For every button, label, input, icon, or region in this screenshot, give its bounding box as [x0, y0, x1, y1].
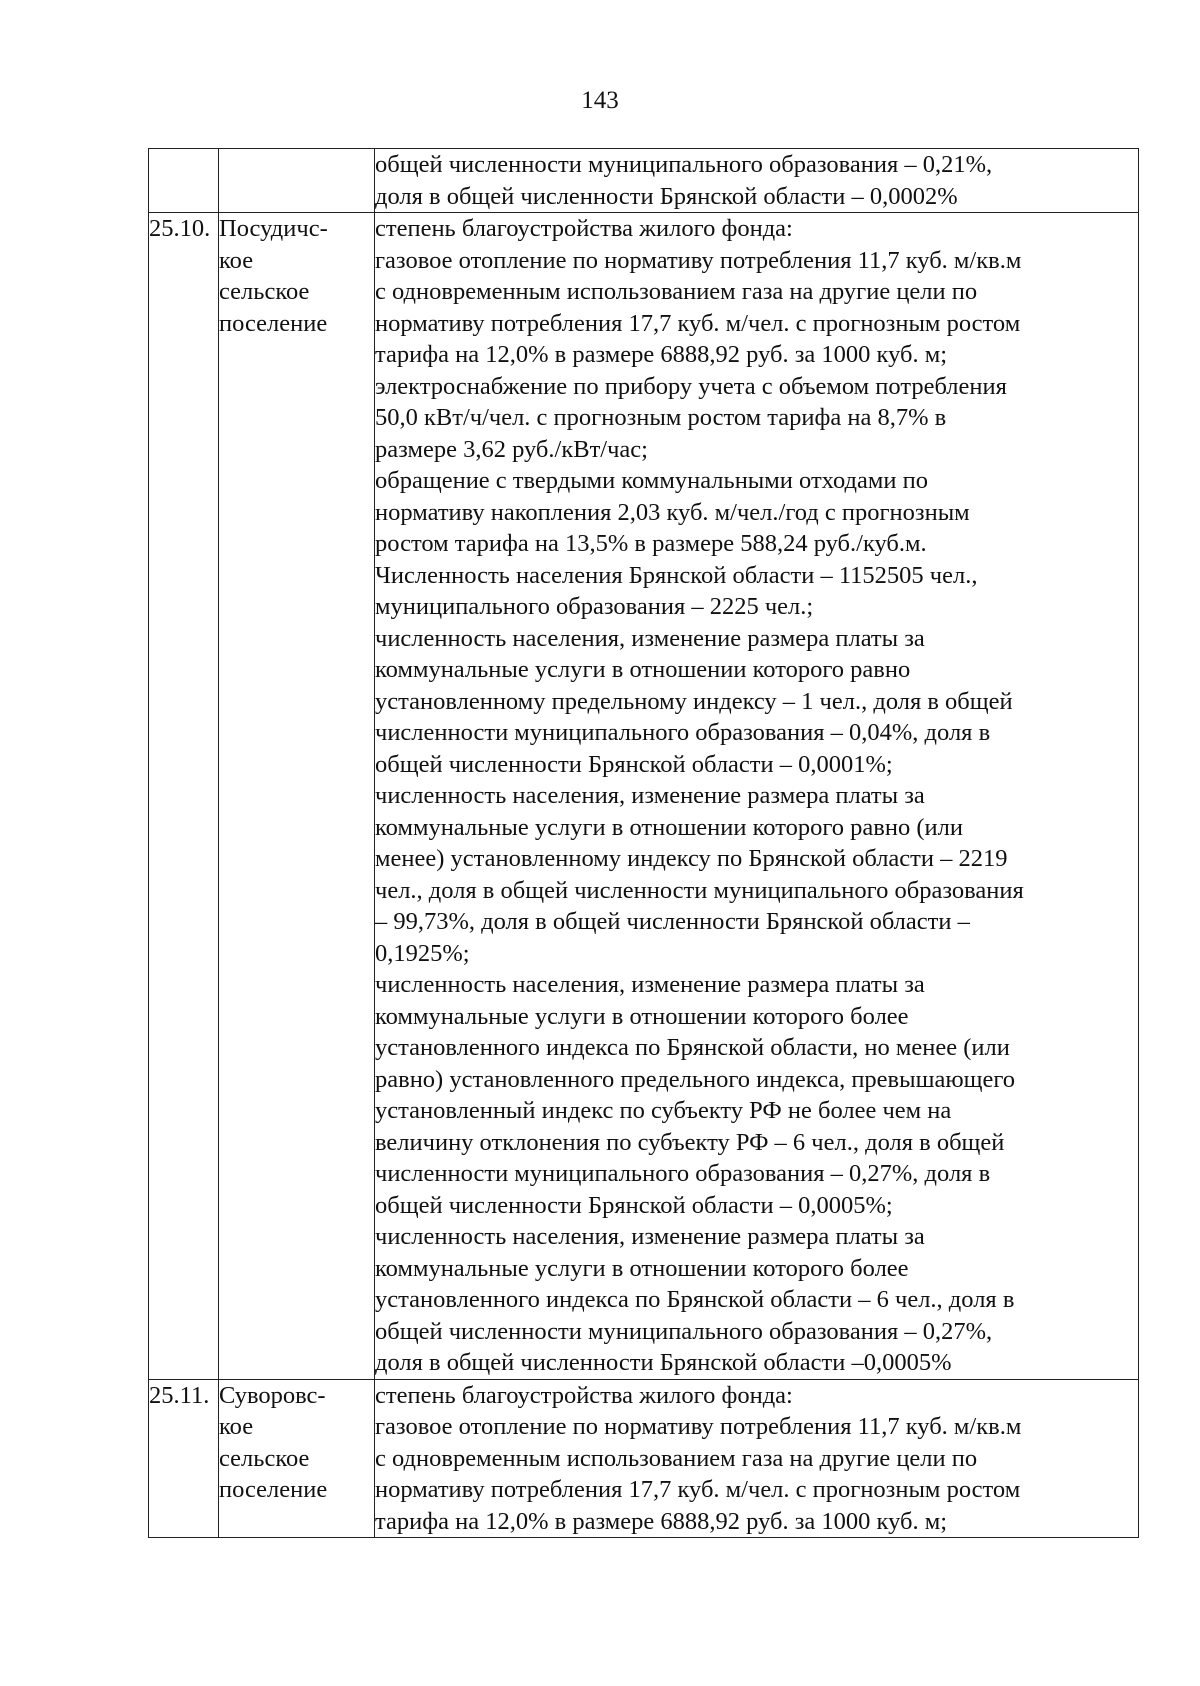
description-line: Численность населения Брянской области – 1152505 чел., — [375, 561, 978, 589]
description-line: установленного индекса по Брянской области, но менее (или — [375, 1034, 1010, 1061]
settlement-name-line: Посудичс- — [219, 215, 328, 242]
settlement-name-line: сельское — [219, 1444, 310, 1472]
description-line: менее) установленному индексу по Брянской области – 2219 — [375, 845, 1008, 872]
description-line: муниципального образования – 2225 чел.; — [375, 593, 814, 620]
description-line: 0,1925%; — [375, 939, 470, 967]
settlement-name — [219, 1379, 375, 1538]
table-row — [149, 149, 1139, 213]
description-line: численности муниципального образования – 0,27%, доля в — [375, 1160, 991, 1187]
table-row — [149, 1379, 1139, 1538]
description-line: тарифа на 12,0% в размере 6888,92 руб. за 1000 куб. м; — [375, 1507, 948, 1535]
row-number — [149, 149, 219, 213]
settlement-name-line: кое — [219, 246, 254, 274]
description-line: 50,0 кВт/ч/чел. с прогнозным ростом тарифа на 8,7% в — [375, 404, 947, 431]
description-line: коммунальные услуги в отношении которого равно (или — [375, 813, 963, 841]
description-line: установленному предельному индексу – 1 чел., доля в общей — [375, 687, 1013, 715]
description-line: обращение с твердыми коммунальными отходами по — [375, 467, 928, 494]
settlement-name-line: поселение — [219, 309, 328, 337]
tariff-table — [148, 148, 1139, 1538]
description-line: ростом тарифа на 13,5% в размере 588,24 руб./куб.м. — [375, 530, 927, 557]
description-line: степень благоустройства жилого фонда: — [375, 1381, 793, 1409]
description-cell — [375, 149, 1139, 213]
description-line: общей численности Брянской области – 0,0005%; — [375, 1191, 893, 1219]
description-line: коммунальные услуги в отношении которого равно — [375, 656, 911, 683]
description-line: газовое отопление по нормативу потребления 11,7 куб. м/кв.м — [375, 1413, 1022, 1440]
description-line: общей численности муниципального образования – 0,27%, — [375, 1317, 993, 1345]
description-line: численности муниципального образования – 0,04%, доля в — [375, 719, 991, 746]
settlement-name-line: Суворовс- — [219, 1381, 326, 1409]
description-line: численность населения, изменение размера платы за — [375, 1223, 925, 1250]
description-line: степень благоустройства жилого фонда: — [375, 215, 793, 242]
description-line: с одновременным использованием газа на другие цели по — [375, 1444, 978, 1472]
row-number: 25.10. — [149, 213, 219, 1380]
description-line: численность населения, изменение размера платы за — [375, 971, 925, 998]
settlement-name-line: поселение — [219, 1476, 328, 1503]
description-line: нормативу накопления 2,03 куб. м/чел./год с прогнозным — [375, 498, 970, 526]
page-number: 143 — [581, 87, 619, 114]
description-line: доля в общей численности Брянской области –0,0005% — [375, 1349, 952, 1376]
description-line: величину отклонения по субъекту РФ – 6 чел., доля в общей — [375, 1128, 1005, 1156]
description-cell — [375, 213, 1139, 1380]
settlement-name — [219, 213, 375, 1380]
description-line: равно) установленного предельного индекса, превышающего — [375, 1065, 1016, 1093]
description-line: доля в общей численности Брянской области – 0,0002% — [375, 182, 958, 210]
settlement-name-line: кое — [219, 1413, 254, 1440]
description-line: нормативу потребления 17,7 куб. м/чел. с прогнозным ростом — [375, 309, 1021, 337]
description-line: газовое отопление по нормативу потребления 11,7 куб. м/кв.м — [375, 246, 1022, 274]
settlement-name — [219, 149, 375, 213]
description-line: численность населения, изменение размера платы за — [375, 782, 925, 809]
description-line: с одновременным использованием газа на другие цели по — [375, 278, 978, 305]
description-cell — [375, 1379, 1139, 1538]
table-body — [149, 149, 1139, 1538]
description-line: размере 3,62 руб./кВт/час; — [375, 435, 648, 463]
description-line: электроснабжение по прибору учета с объемом потребления — [375, 372, 1007, 400]
description-line: общей численности Брянской области – 0,0001%; — [375, 750, 893, 778]
description-line: установленный индекс по субъекту РФ не более чем на — [375, 1097, 952, 1124]
description-line: численность населения, изменение размера платы за — [375, 624, 925, 652]
description-line: чел., доля в общей численности муниципального образования — [375, 876, 1024, 904]
description-line: – 99,73%, доля в общей численности Брянской области – — [375, 908, 970, 935]
table-row — [149, 213, 1139, 1380]
description-line: коммунальные услуги в отношении которого более — [375, 1002, 909, 1030]
description-line: коммунальные услуги в отношении которого более — [375, 1254, 909, 1282]
settlement-name-line: сельское — [219, 278, 310, 305]
description-line: установленного индекса по Брянской области – 6 чел., доля в — [375, 1286, 1015, 1313]
description-line: тарифа на 12,0% в размере 6888,92 руб. за 1000 куб. м; — [375, 341, 948, 368]
row-number: 25.11. — [149, 1379, 219, 1538]
description-line: общей численности муниципального образования – 0,21%, — [375, 151, 993, 178]
description-line: нормативу потребления 17,7 куб. м/чел. с прогнозным ростом — [375, 1476, 1021, 1503]
